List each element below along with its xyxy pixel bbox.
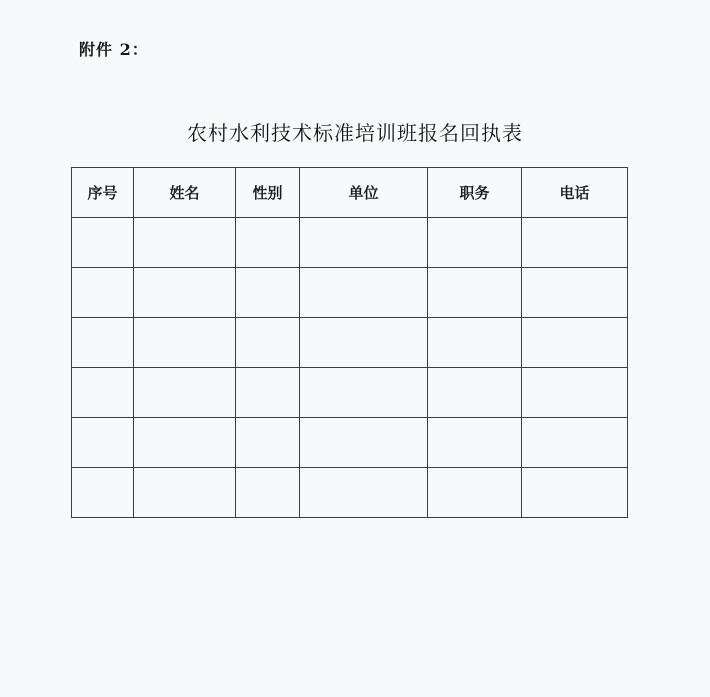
cell-phone <box>522 218 628 268</box>
cell-gender <box>236 418 300 468</box>
table-row <box>72 368 628 418</box>
cell-gender <box>236 268 300 318</box>
cell-gender <box>236 368 300 418</box>
cell-position <box>428 268 522 318</box>
col-header-position: 职务 <box>428 168 522 218</box>
cell-name <box>134 268 236 318</box>
cell-phone <box>522 468 628 518</box>
table-row <box>72 468 628 518</box>
cell-gender <box>236 218 300 268</box>
cell-position <box>428 368 522 418</box>
col-header-organization: 单位 <box>300 168 428 218</box>
cell-phone <box>522 368 628 418</box>
cell-index <box>72 368 134 418</box>
cell-organization <box>300 418 428 468</box>
cell-gender <box>236 468 300 518</box>
cell-index <box>72 268 134 318</box>
cell-name <box>134 218 236 268</box>
cell-organization <box>300 318 428 368</box>
cell-name <box>134 468 236 518</box>
cell-name <box>134 318 236 368</box>
col-header-name: 姓名 <box>134 168 236 218</box>
cell-position <box>428 418 522 468</box>
cell-phone <box>522 318 628 368</box>
table-row <box>72 218 628 268</box>
header-row <box>72 168 628 218</box>
cell-name <box>134 368 236 418</box>
cell-index <box>72 418 134 468</box>
col-header-gender: 性别 <box>236 168 300 218</box>
table-row <box>72 318 628 368</box>
cell-organization <box>300 368 428 418</box>
registration-table <box>71 167 628 518</box>
cell-phone <box>522 418 628 468</box>
cell-organization <box>300 218 428 268</box>
table-row <box>72 418 628 468</box>
cell-index <box>72 468 134 518</box>
col-header-index: 序号 <box>72 168 134 218</box>
table-body <box>72 218 628 518</box>
cell-position <box>428 318 522 368</box>
cell-phone <box>522 268 628 318</box>
cell-index <box>72 218 134 268</box>
attachment-label: 附件 2： <box>79 40 149 59</box>
cell-name <box>134 418 236 468</box>
col-header-phone: 电话 <box>522 168 628 218</box>
table-row <box>72 268 628 318</box>
cell-organization <box>300 468 428 518</box>
cell-index <box>72 318 134 368</box>
cell-organization <box>300 268 428 318</box>
page-title: 农村水利技术标准培训班报名回执表 <box>187 121 523 145</box>
cell-position <box>428 218 522 268</box>
cell-gender <box>236 318 300 368</box>
cell-position <box>428 468 522 518</box>
